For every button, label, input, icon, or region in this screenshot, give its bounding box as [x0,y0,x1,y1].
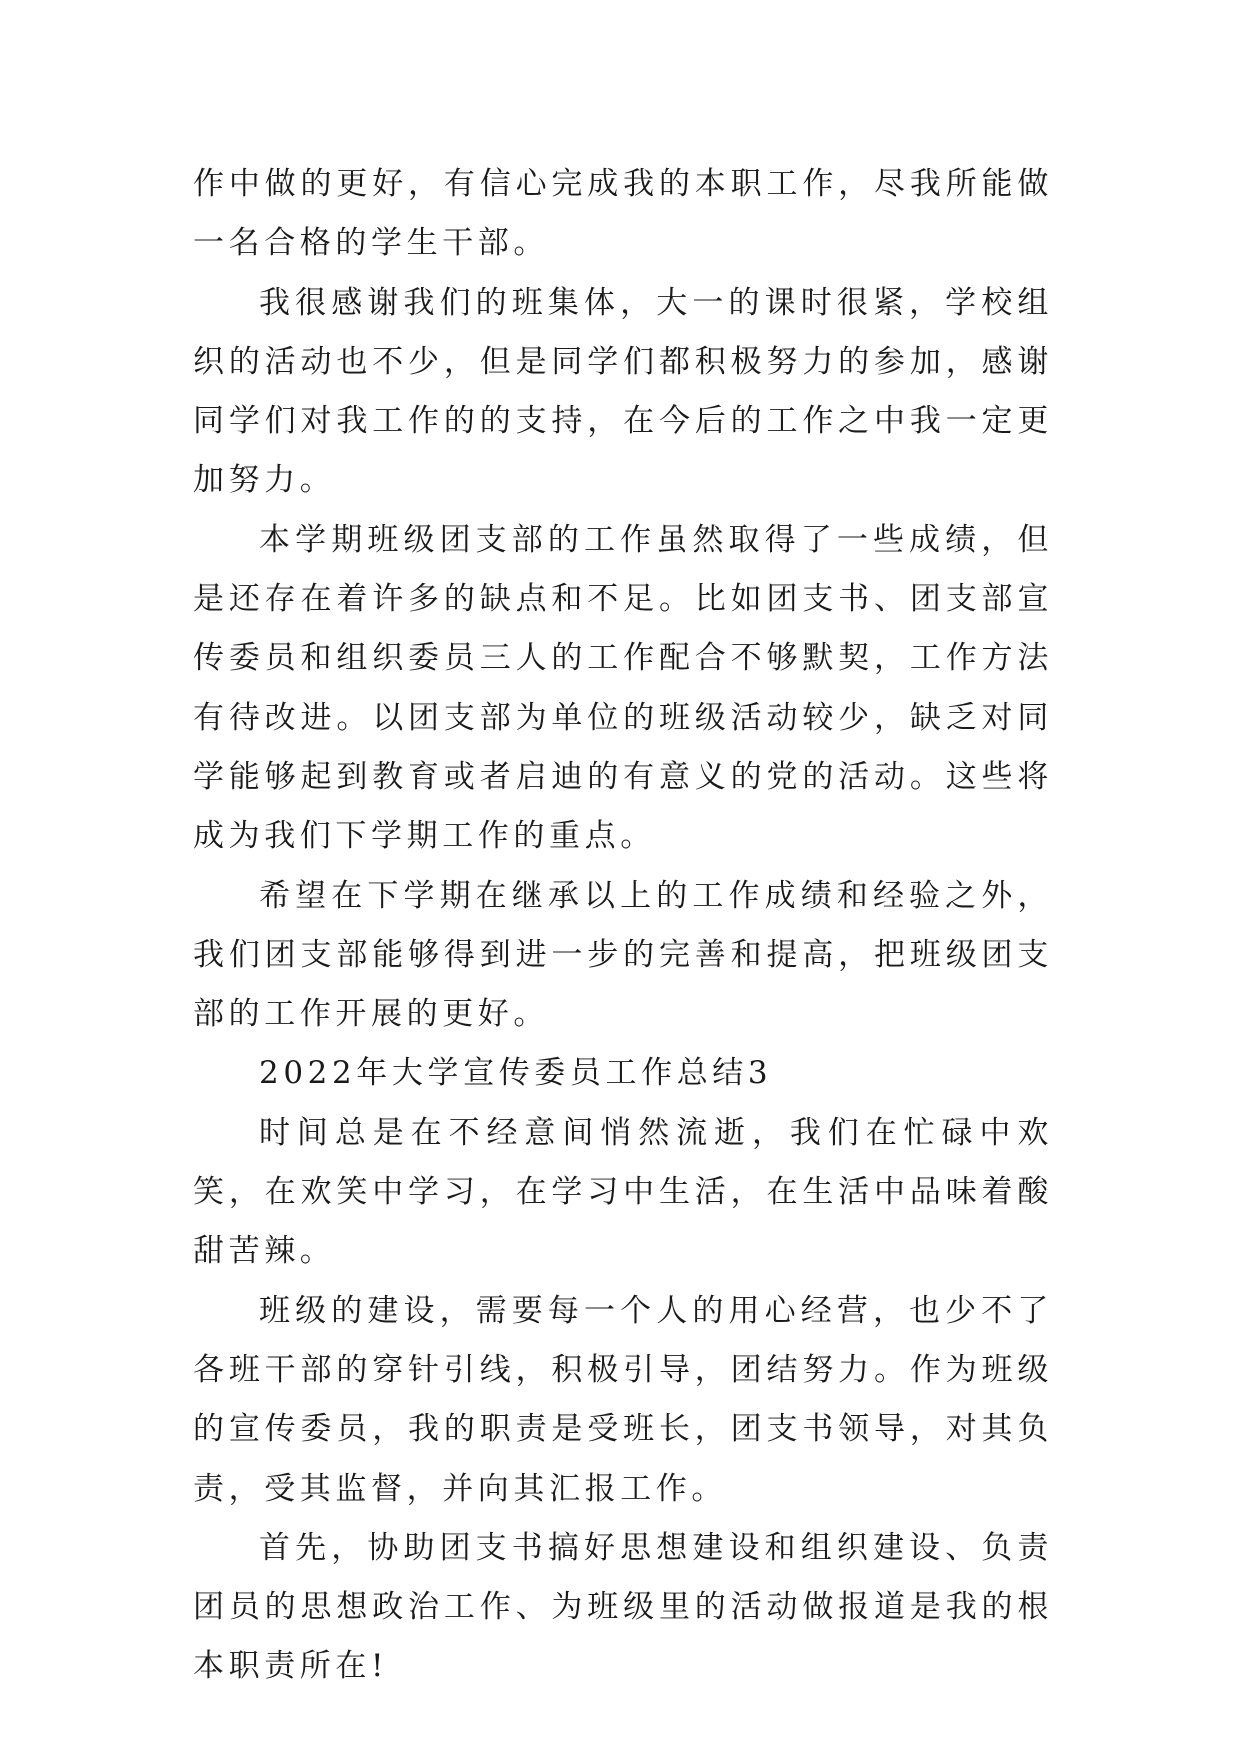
paragraph-2: 我很感谢我们的班集体，大一的课时很紧，学校组织的活动也不少，但是同学们都积极努力的参加，感谢同学们对我工作的的支持，在今后的工作之中我一定更加努力。 [193,284,1053,499]
paragraph-3: 本学期班级团支部的工作虽然取得了一些成绩，但是还存在着许多的缺点和不足。比如团支书、团支部宣传委员和组织委员三人的工作配合不够默契，工作方法有待改进。以团支部为单位的班级活动较少，缺乏对同学能够起到教育或者启迪的有意义的党的活动。这些将成为我们下学期工作的重点。 [193,521,1053,855]
paragraph-7: 首先，协助团支书搞好思想建设和组织建设、负责团员的思想政治工作、为班级里的活动做报道是我的根本职责所在! [193,1529,1053,1685]
paragraph-4: 希望在下学期在继承以上的工作成绩和经验之外，我们团支部能够得到进一步的完善和提高，把班级团支部的工作开展的更好。 [193,877,1053,1033]
document-body [193,155,1053,1697]
paragraph-5: 时间总是在不经意间悄然流逝，我们在忙碌中欢笑，在欢笑中学习，在学习中生活，在生活中品味着酸甜苦辣。 [193,1114,1053,1270]
section-heading: 2022年大学宣传委员工作总结3 [259,1055,773,1092]
paragraph-1: 作中做的更好，有信心完成我的本职工作，尽我所能做一名合格的学生干部。 [193,166,1053,262]
paragraph-6: 班级的建设，需要每一个人的用心经营，也少不了各班干部的穿针引线，积极引导，团结努力。作为班级的宣传委员，我的职责是受班长，团支书领导，对其负责，受其监督，并向其汇报工作。 [193,1292,1053,1507]
